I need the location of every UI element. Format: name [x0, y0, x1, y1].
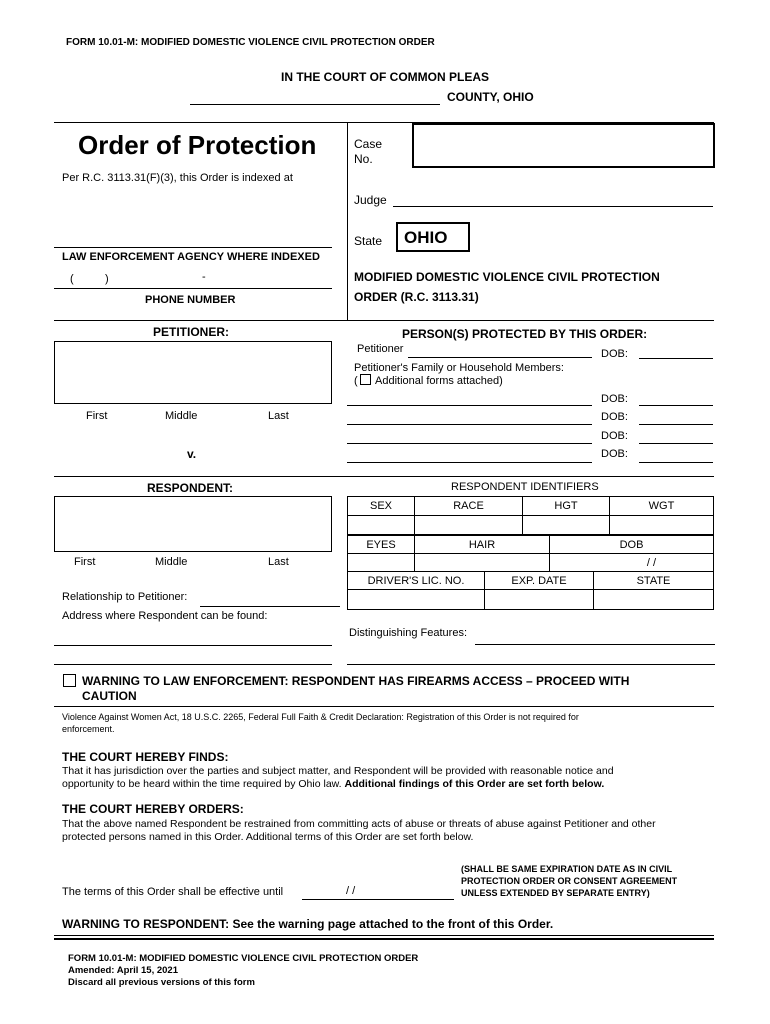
phone-paren-close: ) [105, 273, 109, 285]
petitioner-protected-line[interactable] [408, 357, 592, 358]
center-divider [347, 122, 348, 320]
sex-header: SEX [348, 497, 415, 516]
petitioner-middle-label: Middle [165, 410, 198, 422]
identifiers-table-2 [347, 535, 714, 572]
eyes-cell[interactable] [348, 554, 415, 572]
member-line-3[interactable] [347, 443, 592, 444]
mid-rule [54, 476, 714, 477]
respondent-warning: WARNING TO RESPONDENT: See the warning page attached to the front of this Order. [62, 917, 554, 931]
distinguishing-line-2[interactable] [347, 664, 715, 665]
petitioner-protected-label: Petitioner [357, 343, 404, 355]
effective-date-separators: / / [346, 885, 356, 897]
sex-cell[interactable] [348, 516, 415, 535]
versus-label: v. [187, 447, 197, 461]
effective-label: The terms of this Order shall be effective until [62, 886, 284, 898]
phone-line[interactable] [54, 288, 332, 289]
firearms-warning-line2: CAUTION [82, 689, 137, 703]
state-value: OHIO [404, 228, 448, 247]
case-no-label: No. [354, 152, 373, 166]
vawa-line1: Violence Against Women Act, 18 U.S.C. 2265, Federal Full Faith & Credit Declaration: Registration of this Order is not required for [62, 712, 579, 722]
exp-date-cell[interactable] [485, 590, 594, 610]
eyes-header: EYES [348, 536, 415, 554]
firearms-warning-line1: WARNING TO LAW ENFORCEMENT: RESPONDENT HAS FIREARMS ACCESS – PROCEED WITH [82, 674, 630, 688]
firearms-warning-checkbox[interactable] [63, 674, 76, 687]
orders-heading: THE COURT HEREBY ORDERS: [62, 802, 244, 816]
phone-dash: - [202, 271, 206, 283]
dob-cell[interactable] [550, 554, 714, 572]
finds-heading: THE COURT HEREBY FINDS: [62, 750, 229, 764]
state-field[interactable] [396, 222, 470, 252]
finds-line2-wrap [62, 778, 604, 790]
county-label: COUNTY, OHIO [447, 90, 534, 104]
footer-amended: Amended: April 15, 2021 [68, 965, 178, 976]
hair-cell[interactable] [415, 554, 550, 572]
bottom-rule-1 [54, 935, 714, 936]
license-cell[interactable] [348, 590, 485, 610]
order-type-line2: ORDER (R.C. 3113.31) [354, 290, 479, 304]
hgt-cell[interactable] [523, 516, 610, 535]
member-dob-line-4[interactable] [639, 462, 713, 463]
exp-date-header: EXP. DATE [485, 572, 594, 590]
finds-line1: That it has jurisdiction over the parties and subject matter, and Respondent will be provided with reasonable notice and [62, 765, 614, 777]
expiration-note-1: (SHALL BE SAME EXPIRATION DATE AS IN CIVIL [461, 864, 673, 874]
petitioner-first-label: First [86, 410, 108, 422]
petitioner-name-box[interactable] [54, 341, 332, 404]
phone-label: PHONE NUMBER [145, 294, 236, 306]
race-header: RACE [415, 497, 523, 516]
effective-date-line[interactable] [302, 899, 454, 900]
license-header: DRIVER'S LIC. NO. [348, 572, 485, 590]
protected-heading: PERSON(S) PROTECTED BY THIS ORDER: [402, 327, 648, 341]
finds-line2: opportunity to be heard within the time required by Ohio law. [62, 778, 342, 790]
footer-form: FORM 10.01-M: MODIFIED DOMESTIC VIOLENCE CIVIL PROTECTION ORDER [68, 953, 419, 964]
relationship-line[interactable] [200, 606, 340, 607]
family-label: Petitioner's Family or Household Members: [354, 362, 564, 374]
respondent-middle-label: Middle [155, 556, 188, 568]
vawa-line2: enforcement. [62, 724, 115, 734]
indexed-text: Per R.C. 3113.31(F)(3), this Order is indexed at [62, 172, 293, 184]
dob-separators: / / [646, 556, 657, 569]
phone-paren-open: ( [70, 273, 74, 285]
respondent-first-label: First [74, 556, 96, 568]
wgt-cell[interactable] [610, 516, 714, 535]
license-state-header: STATE [594, 572, 714, 590]
member-dob-label-1: DOB: [601, 393, 628, 405]
petitioner-heading: PETITIONER: [153, 325, 230, 339]
case-label: Case [354, 137, 383, 151]
additional-forms-checkbox[interactable] [360, 374, 371, 385]
additional-forms-label: Additional forms attached) [375, 375, 503, 387]
finds-line2-bold: Additional findings of this Order are set forth below. [344, 778, 605, 790]
member-dob-label-3: DOB: [601, 430, 628, 442]
identifiers-heading: RESPONDENT IDENTIFIERS [451, 481, 599, 493]
member-dob-line-1[interactable] [639, 405, 713, 406]
case-number-field[interactable] [412, 123, 715, 168]
address-line-1[interactable] [54, 645, 332, 646]
member-dob-line-2[interactable] [639, 424, 713, 425]
wgt-header: WGT [610, 497, 714, 516]
identifiers-table-3 [347, 571, 714, 610]
orders-line2: protected persons named in this Order. Additional terms of this Order are set forth below. [62, 831, 474, 843]
order-type-line1: MODIFIED DOMESTIC VIOLENCE CIVIL PROTECTION [354, 270, 660, 284]
judge-line[interactable] [393, 206, 713, 207]
order-title: Order of Protection [78, 130, 317, 160]
additional-paren: ( [354, 375, 358, 387]
judge-label: Judge [354, 193, 387, 207]
expiration-note-2: PROTECTION ORDER OR CONSENT AGREEMENT [461, 876, 678, 886]
member-line-2[interactable] [347, 424, 592, 425]
address-line-2[interactable] [54, 664, 332, 665]
dob-header: DOB [550, 536, 714, 554]
state-label: State [354, 234, 383, 248]
respondent-name-box[interactable] [54, 496, 332, 552]
member-dob-line-3[interactable] [639, 443, 713, 444]
identifiers-table-1 [347, 496, 714, 535]
license-state-cell[interactable] [594, 590, 714, 610]
petitioner-dob-label: DOB: [601, 348, 628, 360]
hair-header: HAIR [415, 536, 550, 554]
petitioner-dob-line[interactable] [639, 358, 713, 359]
member-line-1[interactable] [347, 405, 592, 406]
member-dob-label-2: DOB: [601, 411, 628, 423]
warning-rule [54, 706, 714, 707]
agency-label: LAW ENFORCEMENT AGENCY WHERE INDEXED [62, 251, 320, 263]
agency-line[interactable] [54, 247, 332, 248]
county-line[interactable] [190, 104, 440, 105]
relationship-label: Relationship to Petitioner: [62, 591, 188, 603]
distinguishing-label: Distinguishing Features: [349, 627, 468, 639]
court-name: IN THE COURT OF COMMON PLEAS [281, 70, 489, 84]
header-bottom-rule [54, 320, 714, 321]
respondent-heading: RESPONDENT: [147, 481, 234, 495]
hgt-header: HGT [523, 497, 610, 516]
petitioner-last-label: Last [268, 410, 289, 422]
expiration-note-3: UNLESS EXTENDED BY SEPARATE ENTRY) [461, 888, 650, 898]
respondent-last-label: Last [268, 556, 289, 568]
distinguishing-line-1[interactable] [475, 644, 715, 645]
member-line-4[interactable] [347, 462, 592, 463]
race-cell[interactable] [415, 516, 523, 535]
bottom-rule-2 [54, 938, 714, 940]
orders-line1: That the above named Respondent be restrained from committing acts of abuse or threats of abuse against Petitioner and other [62, 818, 656, 830]
footer-discard: Discard all previous versions of this form [68, 977, 255, 988]
member-dob-label-4: DOB: [601, 448, 628, 460]
address-label: Address where Respondent can be found: [62, 610, 268, 622]
form-header: FORM 10.01-M: MODIFIED DOMESTIC VIOLENCE CIVIL PROTECTION ORDER [66, 37, 435, 48]
